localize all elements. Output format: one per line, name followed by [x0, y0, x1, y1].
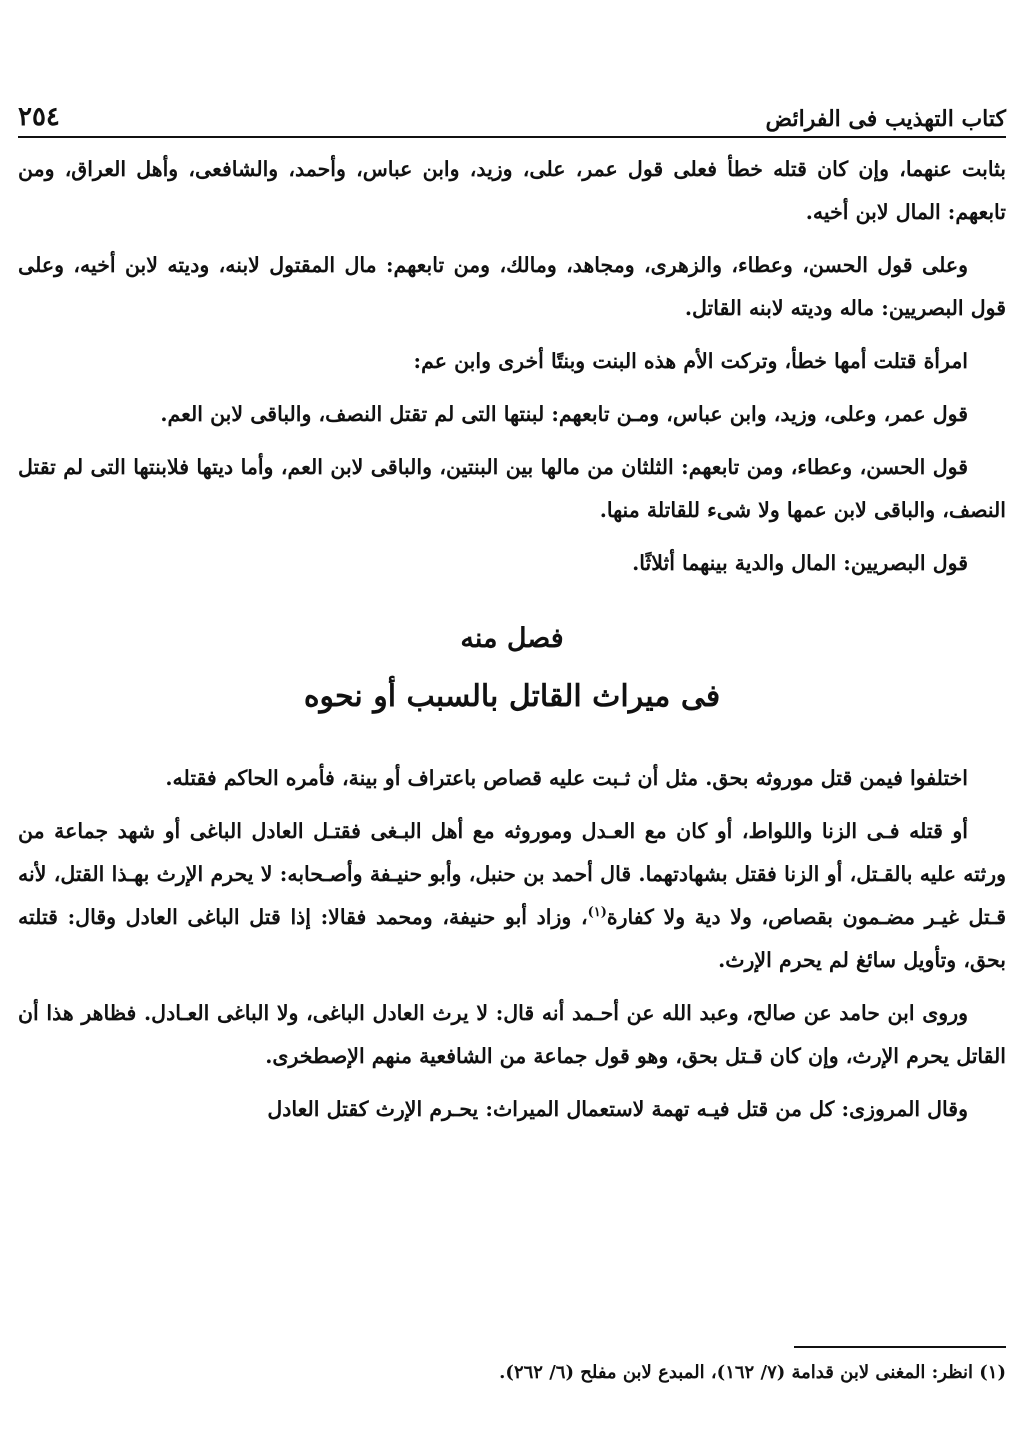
footnote: (١) انظر: المغنى لابن قدامة (٧/ ١٦٢)، المبدع لابن مفلح (٦/ ٢٦٢). — [499, 1362, 1006, 1383]
section-subtitle: فى ميراث القاتل بالسبب أو نحوه — [303, 679, 721, 714]
paragraph: امرأة قتلت أمها خطأ، وتركت الأم هذه البنت وبنتًا أخرى وابن عم: — [413, 349, 968, 373]
paragraph: قول عمر، وعلى، وزيد، وابن عباس، ومـن تابعهم: لبنتها التى لم تقتل النصف، والباقى لابن العم. — [160, 402, 968, 426]
footnote-reference[interactable]: (١) — [587, 905, 607, 921]
paragraph: وروى ابن حامد عن صالح، وعبد الله عن أحـمد أنه قال: لا يرث العادل الباغى، ولا الباغى العـادل. فظاهر هذا أن القاتل يحرم الإرث، وإن كان قـتل بحق، وهو قول جماعة من الشافعية منهم الإصطخرى. — [18, 1001, 1006, 1068]
paragraph-text: أو قتله فـى الزنا واللواط، أو كان مع العـدل وموروثه مع أهل البـغى فقتـل العادل الباغى أو شهد جماعة من ورثته عليه بالقـتل، أو الزنا فقتل بشهادتهما. قال أحمد بن حنبل، وأبو حنيـفة وأصـحابه: لا يحرم الإرث بهـذا القتل، لأنه قـتل غيـر مضـمون بقصاص، ولا دية ولا كفارة — [18, 819, 1006, 929]
paragraph: قول الحسن، وعطاء، ومن تابعهم: الثلثان من مالها بين البنتين، والباقى لابن العم، وأما ديتها فلابنتها التى لم تقتل النصف، والباقى لابن عمها ولا شىء للقاتلة منها. — [18, 455, 1006, 522]
footnote-divider — [794, 1346, 1006, 1348]
section-title: فصل منه — [460, 623, 564, 654]
paragraph: بثابت عنهما، وإن كان قتله خطأ فعلى قول عمر، على، وزيد، وابن عباس، وأحمد، والشافعى، وأهل العراق، ومن تابعهم: المال لابن أخيه. — [18, 157, 1006, 224]
paragraph: اختلفوا فيمن قتل موروثه بحق. مثل أن ثـبت عليه قصاص باعتراف أو بينة، فأمره الحاكم فقتله. — [165, 766, 968, 790]
page-header — [18, 92, 1006, 138]
page-body — [18, 148, 1006, 1141]
paragraph — [18, 810, 1006, 982]
paragraph-text: ، وزاد أبو حنيفة، ومحمد فقالا: إذا قتل الباغى العادل وقال: قتلته بحق، وتأويل سائغ لم يحرم الإرث. — [18, 905, 1006, 972]
paragraph: وعلى قول الحسن، وعطاء، والزهرى، ومجاهد، ومالك، ومن تابعهم: مال المقتول لابنه، وديته لابن أخيه، وعلى قول البصريين: ماله وديته لابنه القاتل. — [18, 253, 1006, 320]
book-title: كتاب التهذيب فى الفرائض — [765, 106, 1006, 132]
paragraph: قول البصريين: المال والدية بينهما أثلاثًا. — [632, 551, 968, 575]
paragraph: وقال المروزى: كل من قتل فيـه تهمة لاستعمال الميراث: يحـرم الإرث كقتل العادل — [267, 1097, 968, 1121]
page-number: ٢٥٤ — [18, 102, 60, 132]
